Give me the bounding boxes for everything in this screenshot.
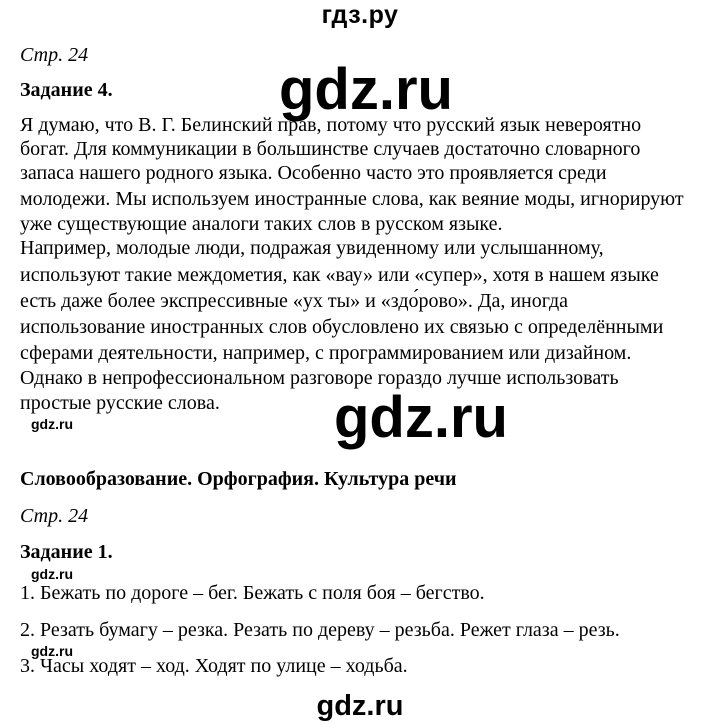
text-line: сферами деятельности, например, с программированием или дизайном. [20,342,632,364]
text-line: молодежи. Мы используем иностранные слова, как веяние моды, игнорируют [20,188,684,210]
text-line: запаса нашего родного языка. Особенно часто это проявляется среди [20,162,607,184]
text-line: Я думаю, что В. Г. Белинский прав, потому что русский язык невероятно [20,114,642,136]
list-item: 1. Бежать по дороге – бег. Бежать с поля боя – бегство. [20,582,485,604]
watermark-large: gdz.ru [334,385,508,450]
page-reference: Стр. 24 [20,505,89,527]
text-line: использование иностранных слов обусловлено их связью с определёнными [20,316,664,338]
section-heading: Словообразование. Орфография. Культура речи [20,468,457,490]
site-header: гдз.ру [321,1,399,29]
watermark-large: gdz.ru [279,57,453,122]
text-line: используют такие междометия, как «вау» или «супер», хотя в нашем языке [20,264,659,286]
text-line: Однако в непрофессиональном разговоре гораздо лучше использовать [20,367,619,389]
text-line: уже существующие аналоги таких слов в русском языке. [20,213,503,235]
text-line: есть даже более экспрессивные «ух ты» и «здо́рово». Да, иногда [20,290,569,312]
text-line: богат. Для коммуникации в большинстве случаев достаточно словарного [20,138,641,160]
text-line: простые русские слова. [20,392,220,414]
task-title: Задание 4. [20,79,113,101]
watermark-small: gdz.ru [31,566,73,582]
task-title: Задание 1. [20,541,113,563]
watermark-small: gdz.ru [31,416,73,432]
watermark-small: gdz.ru [31,643,73,659]
page-reference: Стр. 24 [20,44,89,66]
list-item: 3. Часы ходят – ход. Ходят по улице – ходьба. [20,655,408,677]
watermark-footer: gdz.ru [316,690,404,722]
text-line: Например, молодые люди, подражая увиденному или услышанному, [20,237,604,259]
list-item: 2. Резать бумагу – резка. Резать по дереву – резьба. Режет глаза – резь. [20,619,620,641]
